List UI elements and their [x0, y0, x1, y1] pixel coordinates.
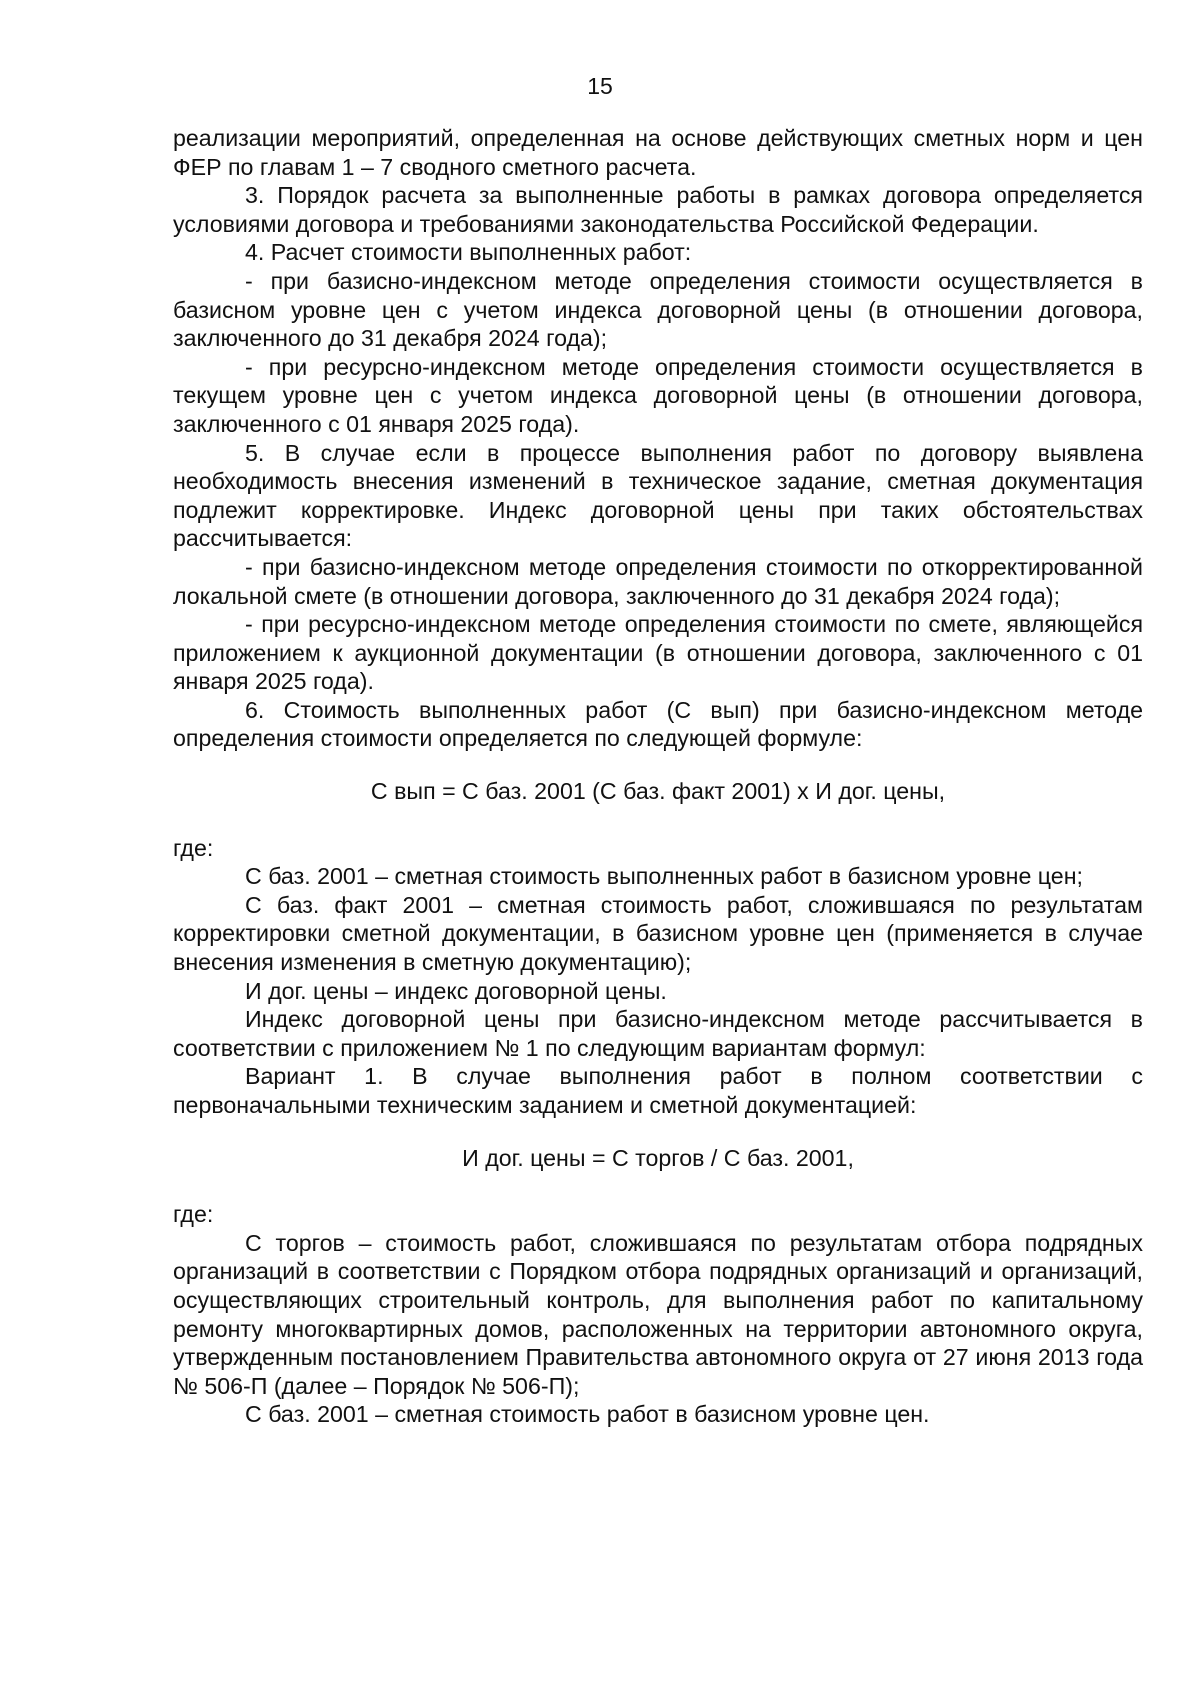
paragraph-index-calculation: Индекс договорной цены при базисно-индексном методе рассчитывается в соответствии с приложением № 1 по следующим вариантам формул:: [173, 1006, 1143, 1061]
definition-c-baz-2001-second: С баз. 2001 – сметная стоимость работ в базисном уровне цен.: [245, 1401, 930, 1428]
where-label-2: где:: [173, 1201, 214, 1228]
paragraph-variant-1: Вариант 1. В случае выполнения работ в полном соответствии с первоначальными техническим заданием и сметной документацией:: [173, 1063, 1143, 1118]
paragraph-item-6: 6. Стоимость выполненных работ (С вып) при базисно-индексном методе определения стоимости определяется по следующей формуле:: [173, 696, 1143, 752]
paragraph-item-3: 3. Порядок расчета за выполненные работы в рамках договора определяется условиями договора и требованиями законодательства Российской Федерации.: [173, 182, 1143, 237]
definition-c-baz-fact-2001: С баз. факт 2001 – сметная стоимость работ, сложившаяся по результатам корректировки сметной документации, в базисном уровне цен (применяется в случае внесения изменения в сметную документацию);: [173, 891, 1143, 976]
paragraph-item-4-bullet-1: - при базисно-индексном методе определения стоимости осуществляется в базисном уровне цен с учетом индекса договорной цены (в отношении договора, заключенного до 31 декабря 2024 года);: [173, 267, 1143, 352]
definition-c-torgov: С торгов – стоимость работ, сложившаяся по результатам отбора подрядных организаций в соответствии с Порядком отбора подрядных организаций и организаций, осуществляющих строительный контроль, для выполнения работ по капитальному ремонту многоквартирных домов, расположенных на территории автономного округа, утвержденным постановлением Правительства автономного округа от 27 июня 2013 года № 506-П (далее – Порядок № 506-П);: [173, 1229, 1143, 1399]
paragraph-item-5-bullet-2: - при ресурсно-индексном методе определения стоимости по смете, являющейся приложением к аукционной документации (в отношении договора, заключенного с 01 января 2025 года).: [173, 611, 1143, 695]
paragraph-item-4: 4. Расчет стоимости выполненных работ:: [245, 239, 692, 266]
paragraph-item-5: 5. В случае если в процессе выполнения работ по договору выявлена необходимость внесения изменений в техническое задание, сметная документация подлежит корректировке. Индекс договорной цены при таких обстоятельствах рассчитывается:: [173, 439, 1143, 552]
formula-cost-completed-work: С вып = С баз. 2001 (С баз. факт 2001) х И дог. цены,: [370, 778, 946, 805]
formula-contract-price-index: И дог. цены = С торгов / С баз. 2001,: [462, 1144, 854, 1171]
definition-i-dog-ceny: И дог. цены – индекс договорной цены.: [245, 977, 667, 1004]
definition-c-baz-2001: С баз. 2001 – сметная стоимость выполненных работ в базисном уровне цен;: [245, 863, 1083, 890]
paragraph-item-4-bullet-2: - при ресурсно-индексном методе определения стоимости осуществляется в текущем уровне цен с учетом индекса договорной цены (в отношении договора, заключенного с 01 января 2025 года).: [173, 353, 1143, 437]
document-body: [173, 124, 1143, 1429]
paragraph-continuation: реализации мероприятий, определенная на основе действующих сметных норм и цен ФЕР по главам 1 – 7 сводного сметного расчета.: [173, 125, 1143, 180]
paragraph-item-5-bullet-1: - при базисно-индексном методе определения стоимости по откорректированной локальной смете (в отношении договора, заключенного до 31 декабря 2024 года);: [173, 553, 1143, 609]
page-number: 15: [587, 73, 613, 99]
where-label-1: где:: [173, 834, 214, 861]
